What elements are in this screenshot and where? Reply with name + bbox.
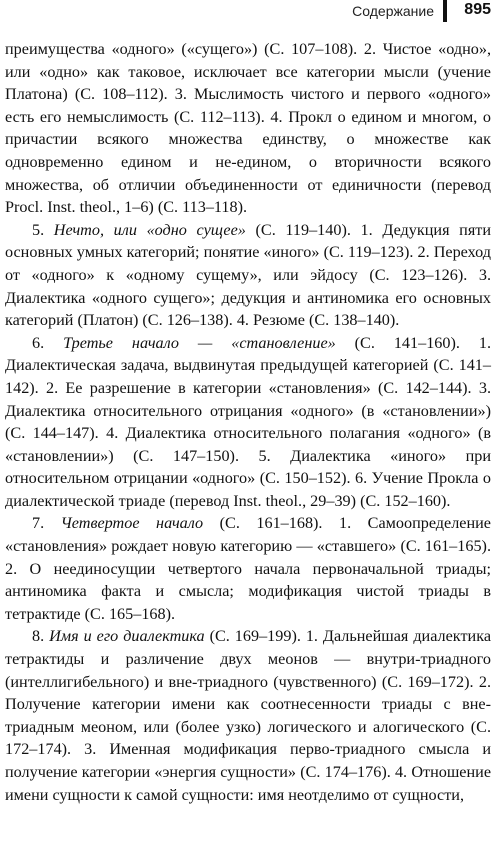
toc-text: (С. 169–199). 1. Дальнейшая диалектика тетрактиды и различение двух меонов — внутри-триадного (интеллигибельного) и вне-триадного (чувственного) (С. 169–172). 2. Получение категории имени как соотнесенности триады с вне-триадным меоном, или (более узко) логического и алогического (С. 172–174). 3. Именная модификация перво-триадного смысла и получение категории «энергия сущности» (С. 174–176). 4. Отношение имени сущности к самой сущности: имя неотделимо от сущности,: [5, 627, 491, 804]
header-divider: [443, 0, 447, 22]
running-title: Содержание: [352, 3, 434, 19]
toc-number: 8.: [32, 627, 50, 646]
toc-paragraph-4: [5, 512, 491, 625]
running-header: [0, 0, 498, 24]
chapter-title: Нечто, или «одно сущее»: [53, 220, 246, 239]
toc-paragraph-2: [5, 219, 491, 332]
chapter-title: Третье начало — «становление»: [63, 333, 336, 352]
chapter-title: Четвертое начало: [60, 514, 204, 533]
page-number: 895: [464, 1, 491, 18]
toc-text: (С. 141–160). 1. Диалектическая задача, выдвинутая предыдущей категорией (С. 141–142). 2. Ее разрешение в категории «становления» (С. 142–144). 3. Диалектика относительного отрицания «одного» (в «становлении») (С. 144–147). 4. Диалектика относительного полагания «одного» (в «становлении») (С. 147–150). 5. Диалектика «иного» при относительном отрицании «одного» (С. 150–152). 6. Учение Прокла о диалектической триаде (перевод Inst. theol., 29–39) (С. 152–160).: [5, 333, 492, 510]
toc-paragraph-5: [5, 625, 491, 806]
toc-number: 5.: [32, 220, 54, 239]
toc-text: преимущества «одного» («сущего») (С. 107–108). 2. Чистое «одно», или «одно» как таковое, исключает все категории мысли (учение Платона) (С. 108–112). 3. Мыслимость чистого и первого «одного» есть его немыслимость (С. 112–113). 4. Прокл о едином и многом, о причастии всякого множества единству, о множестве как одновременно едином и не-едином, о вторичности всякого множества, об отличии объединенности от единичности (перевод Procl. Inst. theol., 1–6) (С. 113–118).: [5, 40, 491, 217]
toc-paragraph-1: [5, 38, 491, 219]
chapter-title: Имя и его диалектика: [49, 627, 205, 646]
toc-text: (С. 161–168). 1. Самоопределение «становления» рождает новую категорию — «ставшего» (С. 161–165). 2. О неединосущии четвертого начала первоначальной триады; антиномика факта и смысла; модификация чистой триады в тетрактиде (С. 165–168).: [5, 514, 491, 623]
table-of-contents-text: [5, 38, 491, 806]
toc-number: 6.: [32, 333, 64, 352]
toc-paragraph-3: [5, 332, 491, 513]
toc-text: (С. 119–140). 1. Дедукция пяти основных умных категорий; понятие «иного» (С. 119–123). 2. Переход от «одного» к «одному сущему», или эйдосу (С. 123–126). 3. Диалектика «одного сущего»; дедукция и антиномика его основных категорий (Платон) (С. 126–138). 4. Резюме (С. 138–140).: [5, 220, 492, 330]
toc-number: 7.: [32, 514, 61, 533]
